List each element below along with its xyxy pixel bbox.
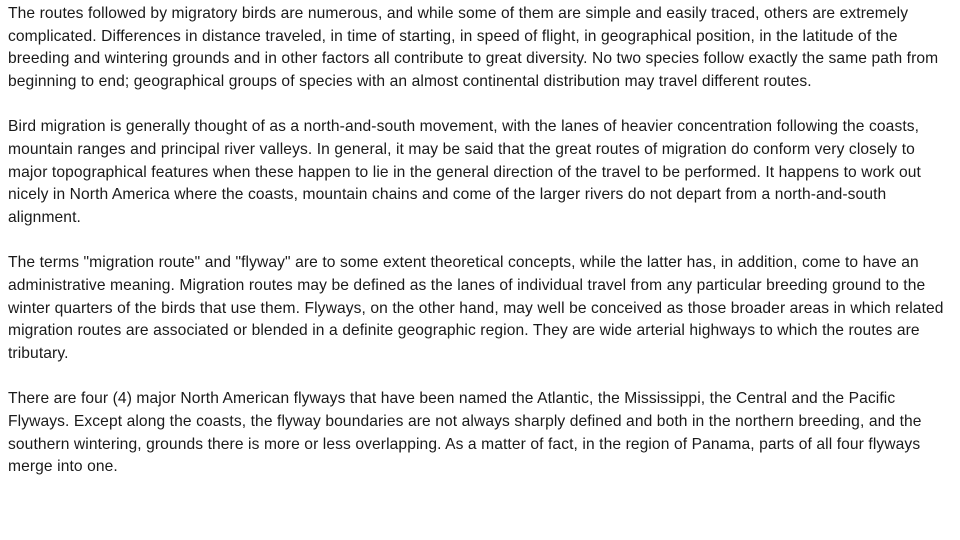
paragraph-north-south-movement: Bird migration is generally thought of as a north-and-south movement, with the lanes of heavier concentration following the coasts, mountain ranges and principal river valleys. In general, it may be said that the great routes of migration do conform very closely to major topographical features when these happen to lie in the general direction of the travel to be performed. It happens to work out nicely in North America where the coasts, mountain chains and come of the larger rivers do not depart from a north-and-south alignment. <box>8 118 921 226</box>
paragraph-four-flyways: There are four (4) major North American flyways that have been named the Atlantic, the Mississippi, the Central and the Pacific Flyways. Except along the coasts, the flyway boundaries are not always sharply defined and both in the northern breeding, and the southern wintering, grounds there is more or less overlapping. As a matter of fact, in the region of Panama, parts of all four flyways merge into one. <box>8 390 922 476</box>
paragraph-route-flyway-terms: The terms "migration route" and "flyway" are to some extent theoretical concepts, while the latter has, in addition, come to have an administrative meaning. Migration routes may be defined as the lanes of individual travel from any particular breeding ground to the winter quarters of the birds that use them. Flyways, on the other hand, may well be conceived as those broader areas in which related migration routes are associated or blended in a definite geographic region. They are wide arterial highways to which the routes are tributary. <box>8 254 944 362</box>
document-body <box>8 3 956 502</box>
paragraph-migration-routes: The routes followed by migratory birds are numerous, and while some of them are simple and easily traced, others are extremely complicated. Differences in distance traveled, in time of starting, in speed of flight, in geographical position, in the latitude of the breeding and wintering grounds and in other factors all contribute to great diversity. No two species follow exactly the same path from beginning to end; geographical groups of species with an almost continental distribution may travel different routes. <box>8 5 939 90</box>
